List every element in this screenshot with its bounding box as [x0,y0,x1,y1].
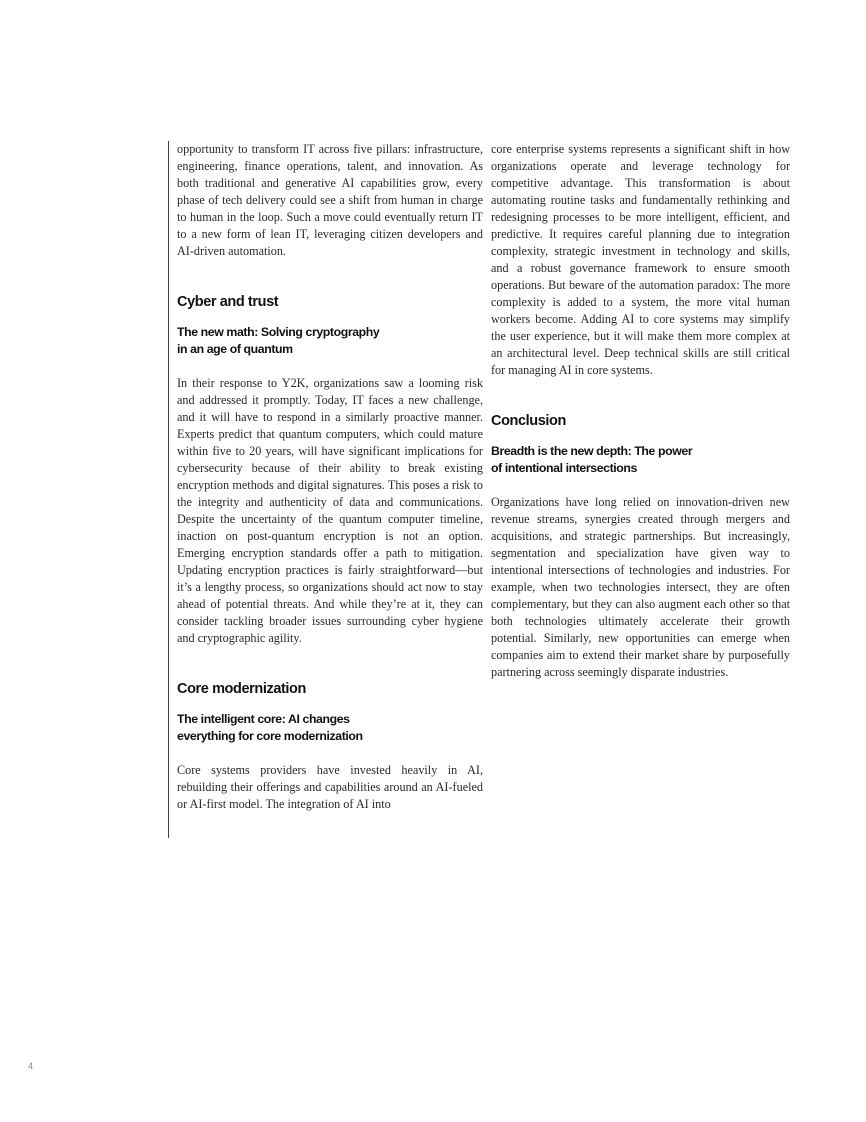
conclusion-body: Organizations have long relied on innovation-driven new revenue streams, synergies created through mergers and acquisitions, and strategic partnerships. But increasingly, segmentation and specialization have given way to intentional intersections of technologies and industries. For example, when two technologies intersect, they are often complementary, but they can also augment each other so that both technologies ultimately accelerate their growth potential. Similarly, new opportunities can emerge when companies aim to extend their market share by purposefully partnering across seemingly disparate industries. [491,495,790,679]
intro-paragraph: opportunity to transform IT across five pillars: infrastructure, engineering, finance operations, talent, and innovation. As both traditional and generative AI capabilities grow, every phase of tech delivery could see a shift from human in charge to human in the loop. Such a move could eventually return IT to a new form of lean IT, leveraging citizen developers and AI-driven automation. [177,142,483,258]
cyber-subheading-line2: in an age of quantum [177,342,293,356]
conclusion-heading: Conclusion [491,413,566,429]
core-modernization-body: Core systems providers have invested heavily in AI, rebuilding their offerings and capabilities around an AI-fueled or AI-first model. The integration of AI into [177,763,483,811]
core-modernization-subheading [177,711,483,745]
cyber-subheading-line1: The new math: Solving cryptography [177,325,380,339]
left-column [168,141,483,838]
conclusion-subheading [491,443,790,477]
right-column [491,141,790,681]
page-number: 4 [28,1061,34,1071]
conclusion-subheading-line2: of intentional intersections [491,461,637,475]
core-subheading-line2: everything for core modernization [177,729,363,743]
cyber-trust-body: In their response to Y2K, organizations saw a looming risk and addressed it promptly. Today, IT faces a new challenge, and it will have to respond in a similarly proactive manner. Experts predict that quantum computers, which could mature within five to 20 years, will have significant implications for cybersecurity because of their ability to break existing encryption methods and digital signatures. This poses a risk to the integrity and authenticity of data and communications. Despite the uncertainty of the quantum computer timeline, inaction on post-quantum encryption is not an option. Emerging encryption standards offer a path to mitigation. Updating encryption practices is fairly straightforward—but it’s a lengthy process, so organizations should act now to stay ahead of potential threats. And while they’re at it, they can consider tackling broader issues surrounding cyber hygiene and cryptographic agility. [177,376,483,645]
core-subheading-line1: The intelligent core: AI changes [177,712,350,726]
core-continued-paragraph: core enterprise systems represents a significant shift in how organizations operate and leverage technology for competitive advantage. This transformation is about automating routine tasks and fundamentally rethinking and redesigning processes to be more intelligent, efficient, and predictive. It requires careful planning due to integration complexity, strategic investment in technology and skills, and a robust governance framework to ensure smooth operations. But beware of the automation paradox: The more complexity is added to a system, the more vital human workers become. Adding AI to core systems may simplify the user experience, but it will make them more complex at an architectural level. Deep technical skills are still critical for managing AI in core systems. [491,142,790,377]
core-modernization-heading: Core modernization [177,681,306,697]
conclusion-subheading-line1: Breadth is the new depth: The power [491,444,693,458]
cyber-trust-heading: Cyber and trust [177,294,279,310]
cyber-trust-subheading [177,324,483,358]
